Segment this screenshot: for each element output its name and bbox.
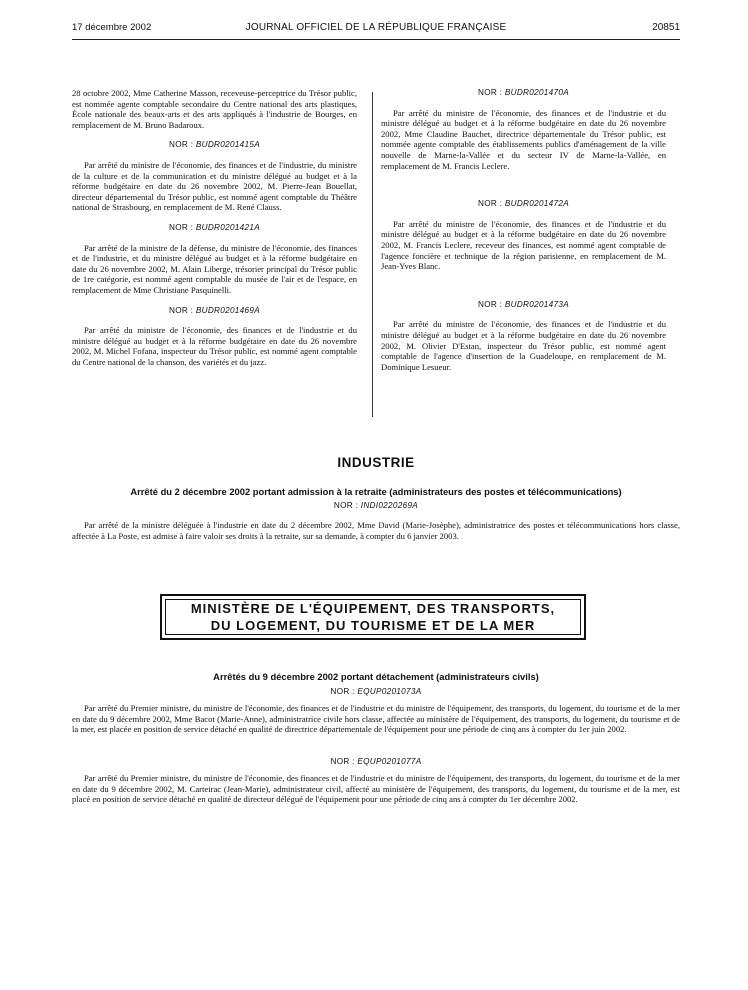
section-title-industrie: INDUSTRIE (337, 455, 415, 470)
ministry-heading-line: DU LOGEMENT, DU TOURISME ET DE LA MER (210, 618, 536, 633)
nor-code: INDI0220269A (360, 501, 419, 510)
entry-text: Par arrêté du ministre de l'économie, des finances et de l'industrie, du ministre de la culture et de la communication et du ministre délégué au budget et à la réforme budgétaire en date du 26 novembre 2002, M. Pierre-Jean Bouellat, directeur départemental du Trésor public, est nommé agent comptable du Théâtre national de Strasbourg, en remplacement de M. René Clauss. (72, 159, 357, 213)
nor-label: NOR : (169, 222, 196, 232)
nor-reference (381, 88, 666, 99)
page-header (72, 22, 680, 38)
nor-code: EQUP0201077A (357, 757, 422, 766)
nor-code: BUDR0201469A (195, 305, 260, 315)
nor-reference (72, 501, 680, 510)
nor-label: NOR : (330, 687, 358, 696)
nor-code: BUDR0201472A (504, 199, 569, 209)
entry-text: Par arrêté du Premier ministre, du ministre de l'économie, des finances et de l'industrie et du ministre de l'équipement, des transports, du logement, du tourisme et de la mer en date du 9 décembre 2002, Mme Bacot (Marie-Anne), administratrice civile hors classe, affectée au ministère de l'équipement, des transports, du logement, du tourisme et de la mer, est placée en position de service détaché en qualité de directrice départementale de l'équipement pour une période de cinq ans à compter du 1er juin 2002. (72, 703, 680, 735)
nor-code: BUDR0201470A (504, 88, 569, 97)
ministry-heading-inner (165, 599, 581, 635)
right-column (381, 88, 666, 372)
nor-code: BUDR0201421A (195, 222, 260, 232)
header-page-number: 20851 (652, 22, 680, 33)
entry-text: Par arrêté de la ministre de la défense, du ministre de l'économie, des finances et de l'industrie, et du ministre délégué au budget et à la réforme budgétaire en date du 26 novembre 2002, M. Alain Liberge, trésorier principal du Trésor public de 1re catégorie, est nommé agent comptable du musée de l'air et de l'espace, en remplacement de Mme Christiane Pasquinelli. (72, 242, 357, 295)
nor-reference (381, 300, 666, 311)
nor-reference (72, 757, 680, 766)
header-date: 17 décembre 2002 (72, 22, 152, 33)
nor-reference (72, 223, 357, 234)
nor-reference (72, 687, 680, 696)
nor-code: EQUP0201073A (357, 687, 422, 696)
nor-label: NOR : (478, 199, 505, 209)
ministry-heading-box (160, 594, 586, 640)
ministry-heading-line: MINISTÈRE DE L'ÉQUIPEMENT, DES TRANSPORTS, (190, 601, 556, 616)
nor-label: NOR : (478, 299, 505, 309)
left-column (72, 88, 357, 367)
nor-label: NOR : (169, 305, 196, 315)
entry-text: Par arrêté du ministre de l'économie, des finances et de l'industrie et du ministre délégué au budget et à la réforme budgétaire en date du 26 novembre 2002, Mme Claudine Bauchet, directrice départementale du Trésor public, est nommée agente comptable des établissements publics d'aménagement de la ville nouvelle de Marne-la-Vallée et du secteur IV de Marne-la-Vallée, en remplacement de M. Francis Leclere. (381, 107, 666, 171)
entry-text: Par arrêté de la ministre déléguée à l'industrie en date du 2 décembre 2002, Mme David (Marie-Josèphe), administratrice des postes et télécommunications hors classe, affectée à La Poste, est admise à faire valoir ses droits à la retraite, sur sa demande, à compter du 6 janvier 2003. (72, 520, 680, 541)
entry-text: Par arrêté du Premier ministre, du ministre de l'économie, des finances et de l'industrie et du ministre de l'équipement, des transports, du logement, du tourisme et de la mer en date du 9 décembre 2002, M. Carteirac (Jean-Marie), administrateur civil, affecté au ministère de l'équipement, des transports, du logement, du tourisme et de la mer, est placé en position de service détaché en qualité de directeur délégué de l'équipement pour une période de cinq ans à compter du 1er décembre 2002. (72, 773, 680, 805)
column-divider (372, 92, 373, 417)
nor-reference (72, 306, 357, 317)
arrete-title: Arrêtés du 9 décembre 2002 portant détachement (administrateurs civils) (213, 671, 539, 682)
nor-reference (72, 140, 357, 151)
nor-label: NOR : (169, 140, 196, 150)
entry-text: Par arrêté du ministre de l'économie, des finances et de l'industrie et du ministre délégué au budget et à la réforme budgétaire en date du 26 novembre 2002, M. Francis Leclere, receveur des finances, est nommé agent comptable de l'agence foncière et technique de la région parisienne, en remplacement de M. Jean-Yves Blanc. (381, 218, 666, 272)
nor-label: NOR : (478, 88, 505, 97)
nor-reference (381, 199, 666, 210)
arrete-title: Arrêté du 2 décembre 2002 portant admission à la retraite (administrateurs des postes et télécommunications) (130, 486, 622, 497)
entry-text: Par arrêté du ministre de l'économie, des finances et de l'industrie et du ministre délégué au budget et à la réforme budgétaire en date du 26 novembre 2002, M. Michel Fofana, inspecteur du Trésor public, est nommé agent comptable du Centre national de la chanson, des variétés et du jazz. (72, 325, 357, 367)
nor-label: NOR : (333, 501, 361, 510)
nor-label: NOR : (330, 757, 358, 766)
header-journal-title: JOURNAL OFFICIEL DE LA RÉPUBLIQUE FRANÇAISE (245, 22, 507, 33)
nor-code: BUDR0201415A (195, 140, 260, 150)
header-rule (72, 39, 680, 40)
entry-text: 28 octobre 2002, Mme Catherine Masson, receveuse-perceptrice du Trésor public, est nommée agente comptable secondaire du Centre national des arts plastiques, École nationale des beaux-arts et des arts appliqués à l'industrie de Bourges, en remplacement de M. Bruno Badaroux. (72, 88, 357, 130)
entry-text: Par arrêté du ministre de l'économie, des finances et de l'industrie et du ministre délégué au budget et à la réforme budgétaire en date du 26 novembre 2002, M. Olivier D'Estan, inspecteur du Trésor public, est nommé agent comptable de l'agence d'insertion de la Guadeloupe, en remplacement de M. Dominique Lesueur. (381, 319, 666, 372)
nor-code: BUDR0201473A (504, 299, 569, 309)
